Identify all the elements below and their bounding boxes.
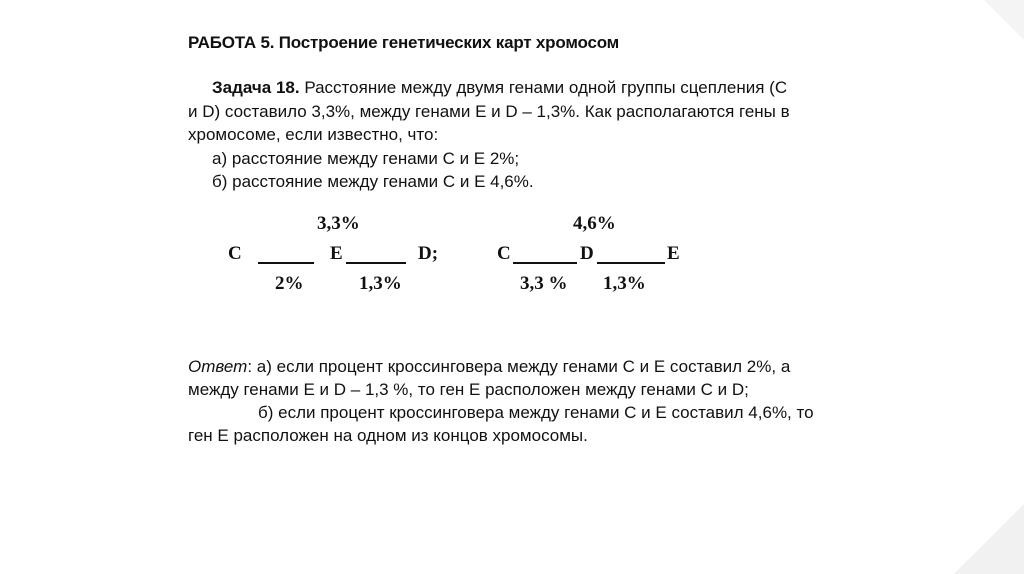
diagram-b-segment-2 bbox=[597, 262, 665, 264]
diagram-b-bottom-distance-2: 1,3% bbox=[603, 273, 646, 294]
task-line-1 bbox=[188, 76, 868, 100]
answer-a-line-1: а) если процент кроссинговера между генами C и E составил 2%, а bbox=[252, 357, 791, 376]
diagram-a-bottom-distance-1: 2% bbox=[275, 273, 304, 294]
diagram-b-gene-2: D bbox=[580, 243, 594, 264]
answer-b-line-1: б) если процент кроссинговера между генами C и E составил 4,6%, то bbox=[258, 403, 814, 422]
answer-block bbox=[188, 355, 888, 447]
answer-colon: : bbox=[247, 357, 253, 376]
diagram-b-segment-1 bbox=[513, 262, 577, 264]
diagram-b-top-distance: 4,6% bbox=[573, 213, 616, 234]
task-block bbox=[188, 76, 868, 194]
answer-b-line-2: ген E расположен на одном из концов хромосомы. bbox=[188, 426, 588, 445]
diagram-a-gene-2: E bbox=[330, 243, 343, 264]
diagram-a-top-distance: 3,3% bbox=[317, 213, 360, 234]
diagram-b-bottom-distance-1: 3,3 % bbox=[520, 273, 568, 294]
task-line-1-text: Расстояние между двумя генами одной группы сцепления (C bbox=[299, 78, 788, 97]
task-item-a: а) расстояние между генами C и E 2%; bbox=[212, 148, 520, 168]
slide-corner-shade bbox=[954, 504, 1024, 574]
answer-label: Ответ bbox=[188, 357, 248, 376]
answer-a-line-2: между генами E и D – 1,3 %, то ген E расположен между генами C и D; bbox=[188, 380, 749, 399]
task-item-b: б) расстояние между генами C и E 4,6%. bbox=[212, 172, 534, 191]
answer-line-1 bbox=[188, 355, 888, 378]
diagram-a-segment-2 bbox=[346, 262, 406, 264]
page-title: РАБОТА 5. Построение генетических карт хромосом bbox=[188, 33, 620, 52]
task-line-2: и D) составило 3,3%, между генами E и D – 1,3%. Как располагаются гены в bbox=[188, 101, 790, 121]
slide-corner-shade-top bbox=[984, 0, 1024, 40]
diagram-a-gene-1: C bbox=[228, 243, 242, 264]
diagram-a-segment-1 bbox=[258, 262, 314, 264]
task-line-3: хромосоме, если известно, что: bbox=[188, 125, 439, 144]
diagram-a-bottom-distance-2: 1,3% bbox=[359, 273, 402, 294]
diagram-a-gene-3: D; bbox=[418, 243, 439, 264]
diagram-b-gene-3: E bbox=[667, 243, 680, 264]
task-label: Задача 18. bbox=[212, 78, 300, 97]
diagram-b-gene-1: C bbox=[497, 243, 511, 264]
